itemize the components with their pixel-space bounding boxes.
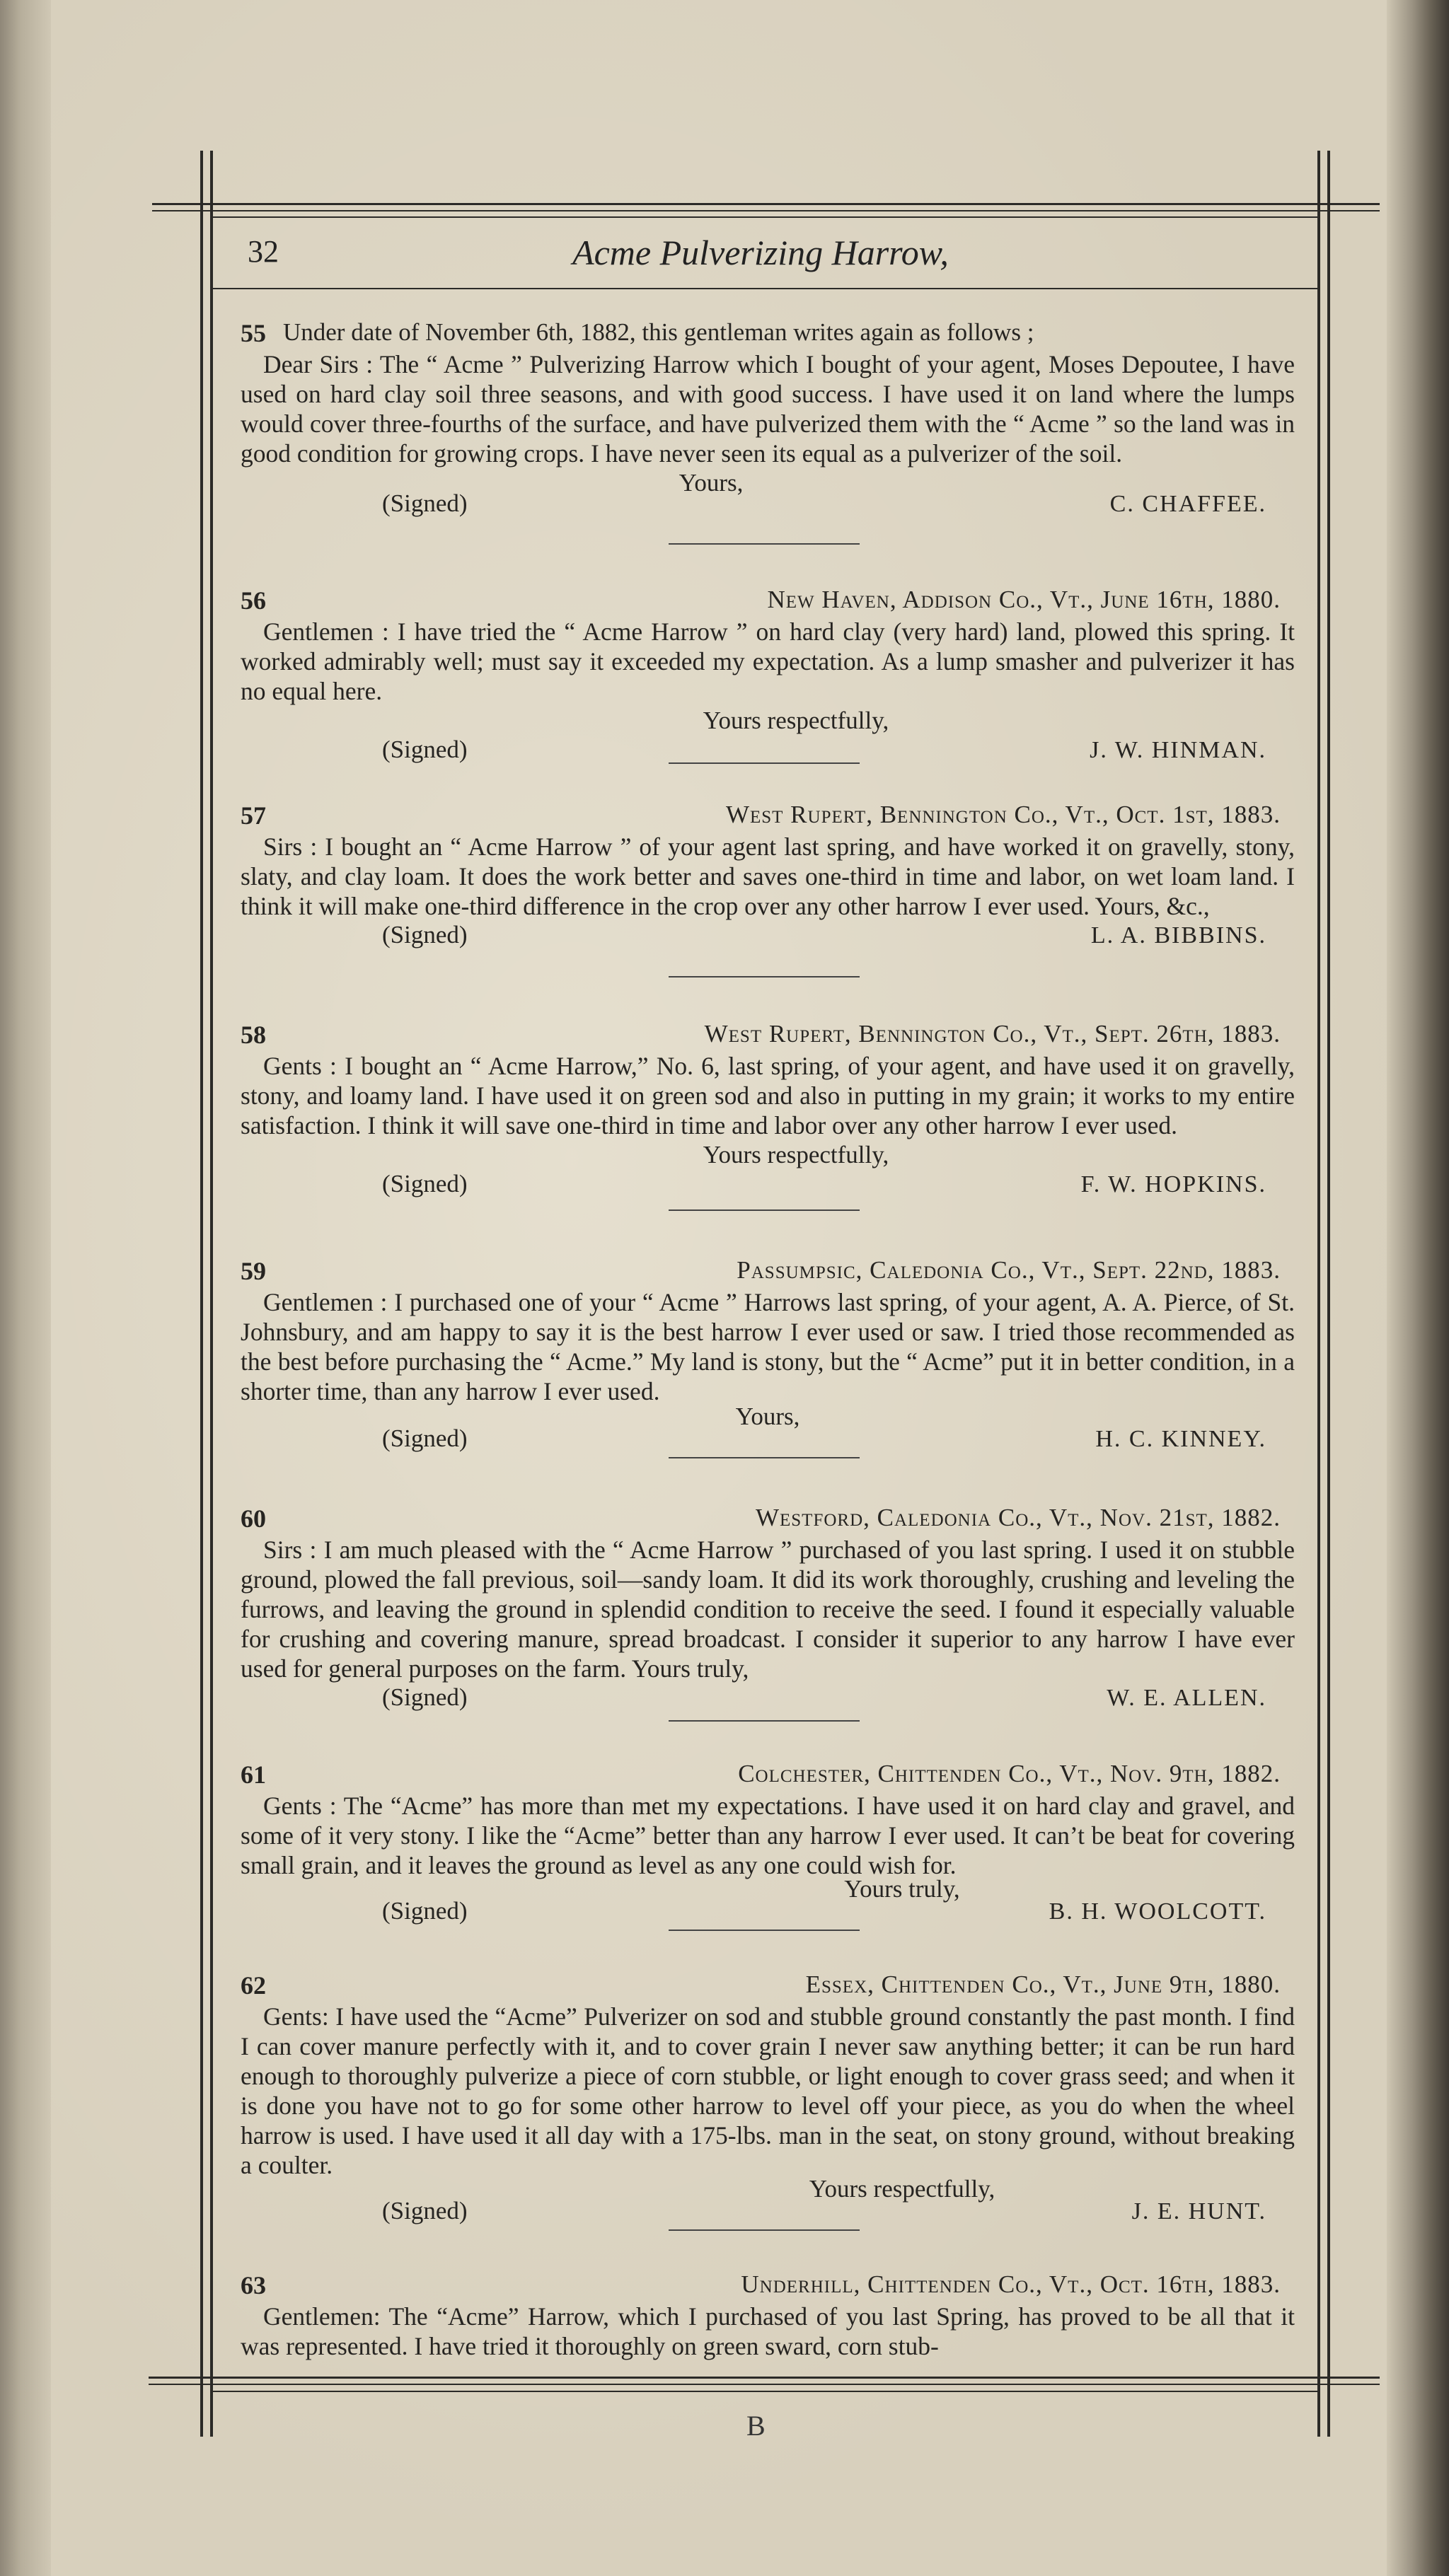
- section-divider: [669, 762, 860, 764]
- testimonial-body: Gents: I have used the “Acme” Pulverizer on sod and stubble ground constantly the past month. I find I can cover manure perfectly with it, and to cover grain I never saw anything better; it can be run hard enough to thoroughly pulverize a piece of corn stubble, or light enough to cover grass seed; and when it is done you have not to go for some other harrow to level off your piece, as you do when the wheel harrow is used. I have used it all day with a 175-lbs. man in the seat, on stony ground, without breaking a coulter.: [241, 2002, 1295, 2179]
- signed-label: (Signed): [382, 489, 468, 517]
- signed-label: (Signed): [382, 1425, 468, 1452]
- testimonial-dateline: Passumpsic, Caledonia Co., Vt., Sept. 22nd, 1883.: [737, 1256, 1281, 1284]
- border-bottom-rule-1: [149, 2377, 1380, 2379]
- border-right-inner: [1317, 151, 1320, 2437]
- testimonial-dateline: Underhill, Chittenden Co., Vt., Oct. 16th, 1883.: [741, 2270, 1281, 2298]
- testimonial-56: [241, 586, 1295, 768]
- signed-label: (Signed): [382, 1683, 468, 1711]
- testimonial-body: Gents : The “Acme” has more than met my expectations. I have used it on hard clay and gravel, and some of it very stony. I like the “Acme” better than any harrow I ever used. It can’t be beat for covering small grain, and it leaves the ground as level as any one could wish for.: [241, 1792, 1295, 1879]
- testimonial-body: Sirs : I am much pleased with the “ Acme Harrow ” purchased of you last spring. I used it on stubble ground, plowed the fall previous, soil—sandy loam. It did its work thoroughly, crushing and leveling the furrows, and leaving the ground in splendid condition to receive the seed. I found it especially valuable for crushing and covering manure, spread broadcast. I consider it superior to any harrow I have ever used for general purposes on the farm. Yours truly,: [241, 1536, 1295, 1683]
- testimonial-number: 56: [241, 586, 266, 615]
- signer-name: J. E. HUNT.: [1131, 2198, 1266, 2224]
- running-title: Acme Pulverizing Harrow,: [572, 233, 949, 272]
- border-bottom-rule-3: [212, 2391, 1320, 2392]
- page-header: [226, 228, 1295, 284]
- testimonial-body: Sirs : I bought an “ Acme Harrow ” of your agent last spring, and have worked it on gravelly, stony, slaty, and clay loam. It does the work better and saves one-third in time and labor, on wet loam land. I think it will make one-third difference in the crop over any other harrow I ever used. Yours, &c.,: [241, 832, 1295, 920]
- section-divider: [669, 1457, 860, 1458]
- border-top-rule-3: [212, 216, 1320, 218]
- printer-signature-mark: B: [746, 2410, 766, 2442]
- signer-name: B. H. WOOLCOTT.: [1049, 1898, 1266, 1925]
- signer-name: L. A. BIBBINS.: [1090, 922, 1266, 948]
- section-divider: [669, 1930, 860, 1931]
- testimonial-58: [241, 1020, 1295, 1202]
- header-rule: [212, 288, 1320, 289]
- signed-label: (Signed): [382, 921, 468, 948]
- section-divider: [669, 543, 860, 545]
- testimonial-dateline: West Rupert, Bennington Co., Vt., Sept. 26th, 1883.: [704, 1020, 1281, 1048]
- testimonial-number: 58: [241, 1021, 266, 1049]
- testimonial-63: [241, 2270, 1295, 2361]
- testimonial-number: 59: [241, 1257, 266, 1285]
- testimonial-59: [241, 1256, 1295, 1457]
- testimonial-dateline: Colchester, Chittenden Co., Vt., Nov. 9th, 1882.: [738, 1760, 1281, 1787]
- testimonial-body: Gents : I bought an “ Acme Harrow,” No. 6, last spring, of your agent, and have used it on gravelly, stony, and loamy land. I have used it on green sod and also in putting in my grain; it works to my entire satisfaction. I think it will save one-third in time and labor over any other harrow I ever used.: [241, 1052, 1295, 1139]
- signer-name: J. W. HINMAN.: [1090, 737, 1266, 763]
- border-left-outer: [200, 151, 203, 2437]
- testimonial-body: Dear Sirs : The “ Acme ” Pulverizing Harrow which I bought of your agent, Moses Depoutee, I have used on hard clay soil three seasons, and with good success. I have used it on land where the lumps would cover three-fourths of the surface, and have pulverized them with the “ Acme ” so the land was in good condition for growing crops. I have never seen its equal as a pulverizer of the soil.: [241, 350, 1295, 468]
- testimonial-number: 62: [241, 1971, 266, 2000]
- testimonial-dateline: New Haven, Addison Co., Vt., June 16th, 1880.: [767, 586, 1281, 613]
- testimonial-number: 61: [241, 1760, 266, 1789]
- section-divider: [669, 1209, 860, 1211]
- testimonial-column: [241, 297, 1295, 2366]
- section-divider: [669, 976, 860, 977]
- border-right-outer: [1327, 151, 1330, 2437]
- testimonial-55: [241, 318, 1295, 522]
- section-divider: [669, 1720, 860, 1722]
- page-gutter: [0, 0, 51, 2576]
- page-number: 32: [248, 234, 279, 269]
- section-divider: [669, 2229, 860, 2231]
- testimonial-number: 55: [241, 319, 266, 347]
- testimonial-body: Gentlemen : I have tried the “ Acme Harrow ” on hard clay (very hard) land, plowed this spring. It worked admirably well; must say it exceeded my expectation. As a lump smasher and pulverizer it has no equal here.: [241, 617, 1295, 705]
- border-bottom-rule-2: [149, 2384, 1380, 2385]
- testimonial-62: [241, 1971, 1295, 2229]
- page-edge-shadow: [1387, 0, 1449, 2576]
- testimonial-body: Gentlemen: The “Acme” Harrow, which I purchased of you last Spring, has proved to be all that it was represented. I have tried it thoroughly on green sward, corn stub-: [241, 2302, 1295, 2360]
- testimonial-57: [241, 801, 1295, 953]
- signer-name: W. E. ALLEN.: [1107, 1685, 1266, 1711]
- testimonial-number: 57: [241, 801, 266, 830]
- signer-name: F. W. HOPKINS.: [1080, 1171, 1266, 1197]
- testimonial-number: 60: [241, 1504, 266, 1533]
- border-top-rule-1: [152, 203, 1380, 205]
- testimonial-61: [241, 1760, 1295, 1930]
- testimonial-dateline: Westford, Caledonia Co., Vt., Nov. 21st, 1882.: [755, 1504, 1281, 1531]
- border-left-inner: [210, 151, 213, 2437]
- signed-label: (Signed): [382, 1897, 468, 1925]
- testimonial-closing: Yours,: [679, 469, 744, 497]
- border-top-rule-2: [152, 210, 1380, 211]
- testimonial-60: [241, 1504, 1295, 1716]
- testimonial-intro: Under date of November 6th, 1882, this gentleman writes again as follows ;: [283, 318, 1034, 346]
- signer-name: H. C. KINNEY.: [1095, 1426, 1266, 1452]
- testimonial-closing: Yours,: [735, 1403, 800, 1430]
- testimonial-closing: Yours truly,: [844, 1875, 960, 1903]
- testimonial-number: 63: [241, 2271, 266, 2299]
- testimonial-dateline: West Rupert, Bennington Co., Vt., Oct. 1st, 1883.: [725, 801, 1281, 828]
- testimonial-body: Gentlemen : I purchased one of your “ Acme ” Harrows last spring, of your agent, A. A. Pierce, of St. Johnsbury, and am happy to say it is the best harrow I ever used or saw. I tried those recommended as the best before purchasing the “ Acme.” My land is stony, but the “ Acme” put it in better condition, in a shorter time, than any harrow I ever used.: [241, 1288, 1295, 1405]
- signed-label: (Signed): [382, 2197, 468, 2224]
- signed-label: (Signed): [382, 736, 468, 763]
- testimonial-closing: Yours respectfully,: [809, 2175, 995, 2203]
- testimonial-closing: Yours respectfully,: [703, 1141, 889, 1168]
- signer-name: C. CHAFFEE.: [1109, 491, 1266, 517]
- signed-label: (Signed): [382, 1170, 468, 1197]
- testimonial-dateline: Essex, Chittenden Co., Vt., June 9th, 1880.: [805, 1971, 1281, 1998]
- testimonial-closing: Yours respectfully,: [703, 707, 889, 734]
